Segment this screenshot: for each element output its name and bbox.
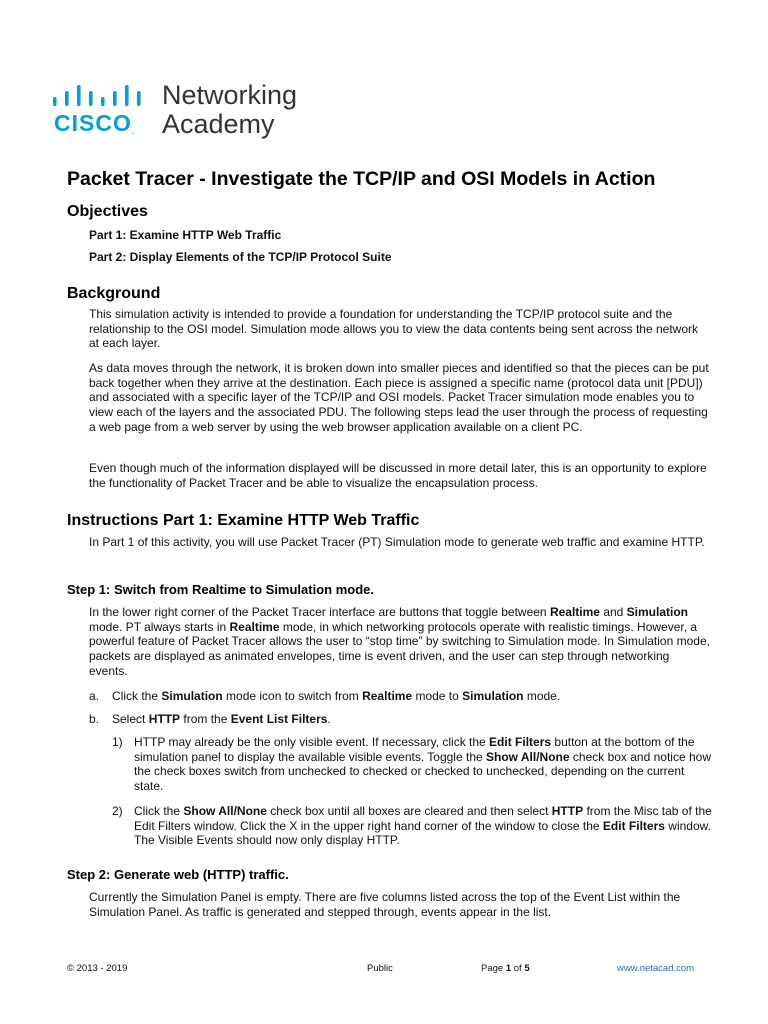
logo-line-academy: Academy [162, 109, 275, 139]
list-item-text: Click the Simulation mode icon to switch from Realtime mode to Simulation mode. [112, 689, 561, 703]
list-marker: 1) [112, 735, 123, 749]
list-marker: 2) [112, 804, 123, 818]
list-item-text: HTTP may already be the only visible event. If necessary, click the Edit Filters button at the bottom of the simulation panel to display the available visible events. Toggle the Show All/None check box and notice how the check boxes switch from unchecked to checked or checked to unchecked, depending on the current state. [134, 735, 711, 794]
step1-paragraph: In the lower right corner of the Packet Tracer interface are buttons that toggle between Realtime and Simulation mode. PT always starts in Realtime mode, in which networking protocols operate with realistic timings. However, a powerful feature of Packet Tracer allows the user to “stop time” by switching to Simulation mode. In Simulation mode, packets are displayed as animated envelopes, time is event driven, and the user can step through networking events. [89, 605, 710, 678]
footer-website-link[interactable]: www.netacad.com [617, 963, 695, 974]
logo-line-networking: Networking [162, 80, 298, 110]
step1-item-a [89, 689, 711, 704]
background-paragraph-1: This simulation activity is intended to provide a foundation for understanding the TCP/IP protocol suite and the relationship to the OSI model. Simulation mode allows you to view the data contents being sent across the network at each layer. [89, 307, 698, 351]
document-title: Packet Tracer - Investigate the TCP/IP and OSI Models in Action [67, 168, 656, 190]
footer-page-number: Page 1 of 5 [481, 963, 530, 974]
step1-heading: Step 1: Switch from Realtime to Simulation mode. [67, 582, 374, 597]
objective-part-2: Part 2: Display Elements of the TCP/IP Protocol Suite [89, 250, 392, 264]
step2-paragraph: Currently the Simulation Panel is empty. There are five columns listed across the top of the Event List within the Simulation Panel. As traffic is generated and stepped through, events appear in the list. [89, 890, 681, 919]
step2-heading: Step 2: Generate web (HTTP) traffic. [67, 867, 289, 882]
part1-heading: Instructions Part 1: Examine HTTP Web Traffic [67, 512, 420, 529]
list-item-text: Select HTTP from the Event List Filters. [112, 712, 331, 726]
background-paragraph-2: As data moves through the network, it is broken down into smaller pieces and identified so that the pieces can be put back together when they arrive at the destination. Each piece is assigned a specific name (protocol data unit [PDU]) and associated with a specific layer of the TCP/IP and OSI models. Packet Tracer simulation mode enables you to view each of the layers and the associated PDU. The following steps lead the user through the process of requesting a web page from a web server by using the web browser application available on a client PC. [89, 361, 709, 434]
list-marker: b. [89, 712, 100, 726]
footer-copyright: © 2013 - 2019 [67, 963, 128, 974]
background-heading: Background [67, 285, 161, 302]
step1-item-b-1 [112, 735, 712, 794]
step1-item-b [89, 712, 711, 727]
cisco-wordmark: CISCO. [54, 110, 136, 137]
step1-item-b-2 [112, 804, 712, 848]
background-paragraph-3: Even though much of the information displayed will be discussed in more detail later, this is an opportunity to explore the functionality of Packet Tracer and be able to visualize the encapsulation process. [89, 461, 707, 490]
list-item-text: Click the Show All/None check box until all boxes are cleared and then select HTTP from the Misc tab of the Edit Filters window. Click the X in the upper right hand corner of the window to close the Edit Filters window. The Visible Events should now only display HTTP. [134, 804, 712, 848]
list-marker: a. [89, 689, 100, 703]
footer-classification: Public [367, 963, 393, 974]
part1-intro: In Part 1 of this activity, you will use Packet Tracer (PT) Simulation mode to generate web traffic and examine HTTP. [89, 535, 705, 549]
objectives-heading: Objectives [67, 203, 148, 220]
objective-part-1: Part 1: Examine HTTP Web Traffic [89, 228, 282, 242]
cisco-bridge-bars-icon [52, 84, 148, 108]
